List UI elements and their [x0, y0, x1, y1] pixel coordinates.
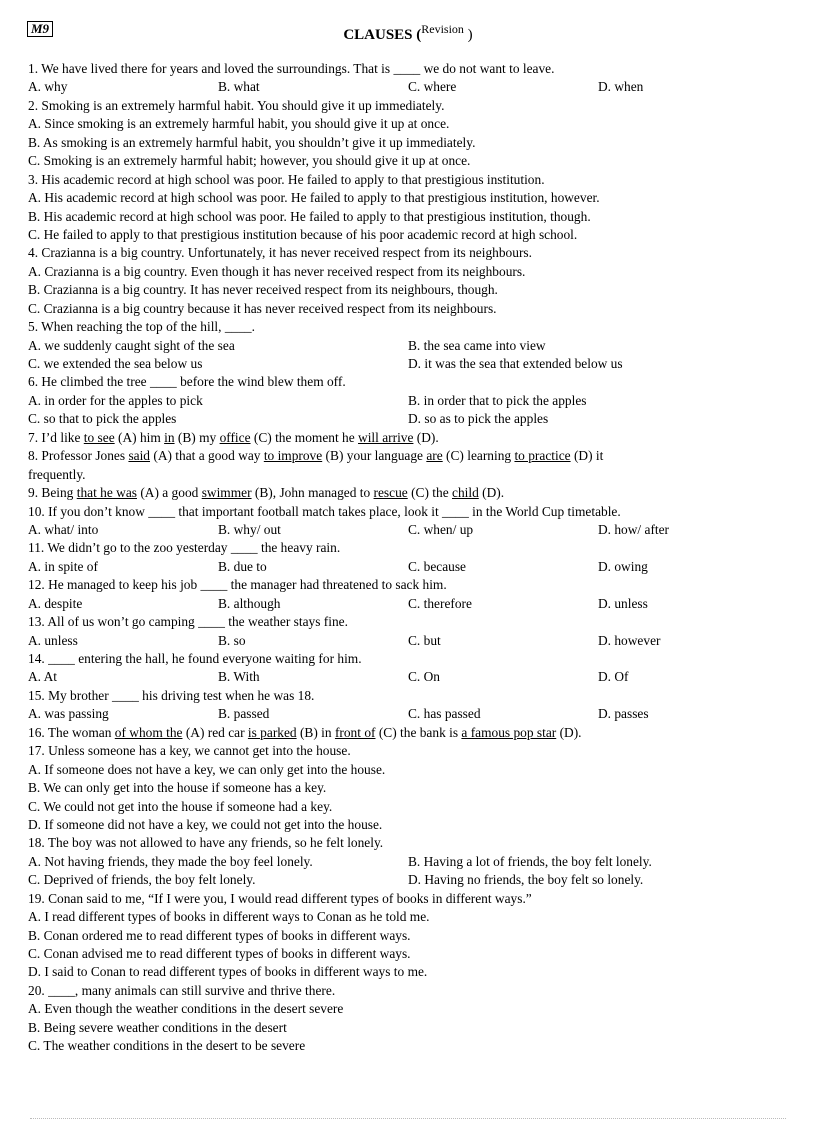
question-17-stem: 17. Unless someone has a key, we cannot get into the house.: [28, 743, 351, 759]
question-19-option-b: B. Conan ordered me to read different types of books in different ways.: [28, 927, 411, 943]
underlined-part-d: to practice: [514, 448, 571, 464]
question-3-stem: 3. His academic record at high school was poor. He failed to apply to that prestigious institution.: [28, 171, 545, 187]
option-a: A. in spite of: [28, 558, 98, 574]
text-segment: (B), John managed to: [251, 485, 374, 501]
underlined-part-b: to improve: [263, 448, 323, 464]
option-c: C. because: [408, 558, 467, 574]
underlined-part-d: child: [452, 485, 479, 501]
option-a: A. in order for the apples to pick: [28, 392, 203, 408]
option-b: B. With: [218, 669, 260, 685]
option-d: D. however: [598, 632, 661, 648]
question-6-stem: 6. He climbed the tree ____ before the wind blew them off.: [28, 374, 346, 390]
question-19-option-a: A. I read different types of books in different ways to Conan as he told me.: [28, 909, 430, 925]
question-2-option-a: A. Since smoking is an extremely harmful habit, you should give it up at once.: [28, 116, 450, 132]
question-17-option-c: C. We could not get into the house if someone had a key.: [28, 798, 333, 814]
question-16-stem: [28, 724, 788, 742]
question-15-options: [28, 705, 788, 723]
question-list: [28, 60, 788, 1056]
question-18-stem: 18. The boy was not allowed to have any friends, so he felt lonely.: [28, 835, 384, 851]
option-d: D. unless: [598, 595, 648, 611]
text-segment: (D).: [413, 429, 439, 445]
question-14-options: [28, 668, 788, 686]
underlined-part-b: is parked: [247, 724, 297, 740]
question-6-options-cd: [28, 410, 788, 428]
underlined-part-d: a famous pop star: [461, 724, 557, 740]
underlined-part-d: will arrive: [358, 429, 414, 445]
question-3-option-a: A. His academic record at high school was poor. He failed to apply to that prestigious institution, however.: [28, 190, 600, 206]
option-d: D. Of: [598, 669, 629, 685]
underlined-part-c: are: [426, 448, 443, 464]
page-title: [0, 22, 816, 44]
option-a: A. we suddenly caught sight of the sea: [28, 337, 235, 353]
question-8-continuation: frequently.: [28, 466, 86, 482]
text-segment: (A) red car: [182, 724, 248, 740]
question-5-options-ab: [28, 337, 788, 355]
question-9-stem: [28, 484, 788, 502]
option-a: A. Not having friends, they made the boy feel lonely.: [28, 853, 313, 869]
question-13-options: [28, 632, 788, 650]
option-a: A. was passing: [28, 706, 109, 722]
option-c: C. when/ up: [408, 521, 474, 537]
question-17-option-a: A. If someone does not have a key, we can only get into the house.: [28, 761, 386, 777]
option-b: B. why/ out: [218, 521, 281, 537]
underlined-part-a: said: [128, 448, 151, 464]
underlined-part-a: of whom the: [114, 724, 183, 740]
page-footer-divider: [30, 1118, 786, 1119]
question-1-options: [28, 78, 788, 96]
option-a: A. why: [28, 79, 68, 95]
underlined-part-b: in: [164, 429, 175, 445]
question-3-option-b: B. His academic record at high school was poor. He failed to apply to that prestigious institution, though.: [28, 208, 591, 224]
option-c: C. On: [408, 669, 440, 685]
option-d: D. passes: [598, 706, 649, 722]
question-5-options-cd: [28, 355, 788, 373]
question-19-option-d: D. I said to Conan to read different types of books in different ways to me.: [28, 964, 428, 980]
question-10-options: [28, 521, 788, 539]
option-b: B. passed: [218, 706, 270, 722]
text-segment: (B) your language: [322, 448, 427, 464]
question-20-stem: 20. ____, many animals can still survive and thrive there.: [28, 982, 336, 998]
title-main: CLAUSES (: [343, 27, 422, 43]
question-12-stem: 12. He managed to keep his job ____ the manager had threatened to sack him.: [28, 577, 447, 593]
text-segment: (C) learning: [442, 448, 515, 464]
option-b: B. although: [218, 595, 281, 611]
question-3-option-c: C. He failed to apply to that prestigious institution because of his poor academic record at high school.: [28, 226, 578, 242]
text-segment: (C) the moment he: [250, 429, 359, 445]
option-c: C. has passed: [408, 706, 481, 722]
question-15-stem: 15. My brother ____ his driving test when he was 18.: [28, 687, 315, 703]
option-c: C. therefore: [408, 595, 472, 611]
option-a: A. unless: [28, 632, 78, 648]
question-17-option-d: D. If someone did not have a key, we could not get into the house.: [28, 816, 383, 832]
question-18-options-ab: [28, 853, 788, 871]
option-c: C. but: [408, 632, 441, 648]
question-6-options-ab: [28, 392, 788, 410]
question-11-options: [28, 558, 788, 576]
question-2-stem: 2. Smoking is an extremely harmful habit. You should give it up immediately.: [28, 97, 445, 113]
module-badge: M9: [27, 21, 53, 37]
text-segment: 7. I’d like: [28, 429, 84, 445]
question-12-options: [28, 595, 788, 613]
question-14-stem: 14. ____ entering the hall, he found everyone waiting for him.: [28, 651, 362, 666]
title-close: ): [463, 27, 473, 43]
underlined-part-a: to see: [83, 429, 115, 445]
underlined-part-c: rescue: [373, 485, 408, 501]
option-d: D. when: [598, 79, 644, 95]
text-segment: (C) the: [407, 485, 452, 501]
option-b: B. the sea came into view: [408, 337, 546, 353]
option-a: A. despite: [28, 595, 83, 611]
question-4-option-c: C. Crazianna is a big country because it has never received respect from its neighbours.: [28, 300, 497, 316]
option-b: B. Having a lot of friends, the boy felt lonely.: [408, 853, 652, 869]
question-20-option-c: C. The weather conditions in the desert to be severe: [28, 1038, 306, 1054]
option-d: D. Having no friends, the boy felt so lonely.: [408, 872, 644, 888]
option-d: D. it was the sea that extended below us: [408, 356, 623, 371]
option-d: D. so as to pick the apples: [408, 411, 549, 427]
question-19-stem: 19. Conan said to me, “If I were you, I would read different types of books in different ways.”: [28, 890, 532, 906]
text-segment: 9. Being: [28, 485, 77, 501]
text-segment: (A) a good: [136, 485, 202, 501]
option-b: B. in order that to pick the apples: [408, 392, 587, 408]
question-17-option-b: B. We can only get into the house if someone has a key.: [28, 780, 327, 796]
question-4-option-b: B. Crazianna is a big country. It has never received respect from its neighbours, though.: [28, 282, 498, 298]
option-d: D. owing: [598, 558, 648, 574]
option-a: A. what/ into: [28, 521, 99, 537]
question-20-option-b: B. Being severe weather conditions in the desert: [28, 1019, 287, 1035]
option-c: C. Deprived of friends, the boy felt lonely.: [28, 872, 256, 888]
option-c: C. so that to pick the apples: [28, 411, 177, 427]
question-19-option-c: C. Conan advised me to read different types of books in different ways.: [28, 946, 411, 961]
question-2-option-b: B. As smoking is an extremely harmful habit, you shouldn’t give it up immediately.: [28, 134, 476, 150]
title-superscript: Revision: [421, 22, 464, 36]
text-segment: (B) in: [296, 724, 335, 740]
option-c: C. we extended the sea below us: [28, 356, 203, 371]
question-11-stem: 11. We didn’t go to the zoo yesterday ____ the heavy rain.: [28, 540, 341, 556]
underlined-part-a: that he was: [76, 485, 137, 501]
text-segment: (C) the bank is: [375, 724, 462, 740]
underlined-part-c: front of: [334, 724, 376, 740]
text-segment: 16. The woman: [28, 724, 115, 740]
option-b: B. due to: [218, 558, 267, 574]
text-segment: (D) it: [570, 448, 604, 464]
question-20-option-a: A. Even though the weather conditions in the desert severe: [28, 1001, 344, 1017]
option-a: A. At: [28, 669, 58, 685]
text-segment: (A) that a good way: [150, 448, 264, 464]
question-10-stem: 10. If you don’t know ____ that important football match takes place, look it ____ in the World Cup timetable.: [28, 503, 621, 519]
question-1-stem: 1. We have lived there for years and loved the surroundings. That is ____ we do not want to leave.: [28, 61, 555, 76]
option-c: C. where: [408, 79, 457, 95]
text-segment: (B) my: [174, 429, 220, 445]
question-4-stem: 4. Crazianna is a big country. Unfortunately, it has never received respect from its neighbours.: [28, 245, 532, 261]
underlined-part-c: office: [219, 429, 251, 445]
question-18-options-cd: [28, 871, 788, 889]
question-8-stem: [28, 447, 788, 465]
option-d: D. how/ after: [598, 521, 670, 537]
underlined-part-b: swimmer: [201, 485, 252, 501]
text-segment: 8. Professor Jones: [28, 448, 129, 464]
option-b: B. what: [218, 79, 260, 95]
question-2-option-c: C. Smoking is an extremely harmful habit; however, you should give it up at once.: [28, 153, 471, 169]
question-13-stem: 13. All of us won’t go camping ____ the weather stays fine.: [28, 614, 348, 630]
question-5-stem: 5. When reaching the top of the hill, ____.: [28, 319, 255, 335]
text-segment: (D).: [556, 724, 582, 740]
question-7-stem: [28, 429, 788, 447]
option-b: B. so: [218, 632, 246, 648]
text-segment: (D).: [478, 485, 505, 501]
text-segment: (A) him: [114, 429, 165, 445]
question-4-option-a: A. Crazianna is a big country. Even though it has never received respect from its neighbours.: [28, 263, 526, 279]
